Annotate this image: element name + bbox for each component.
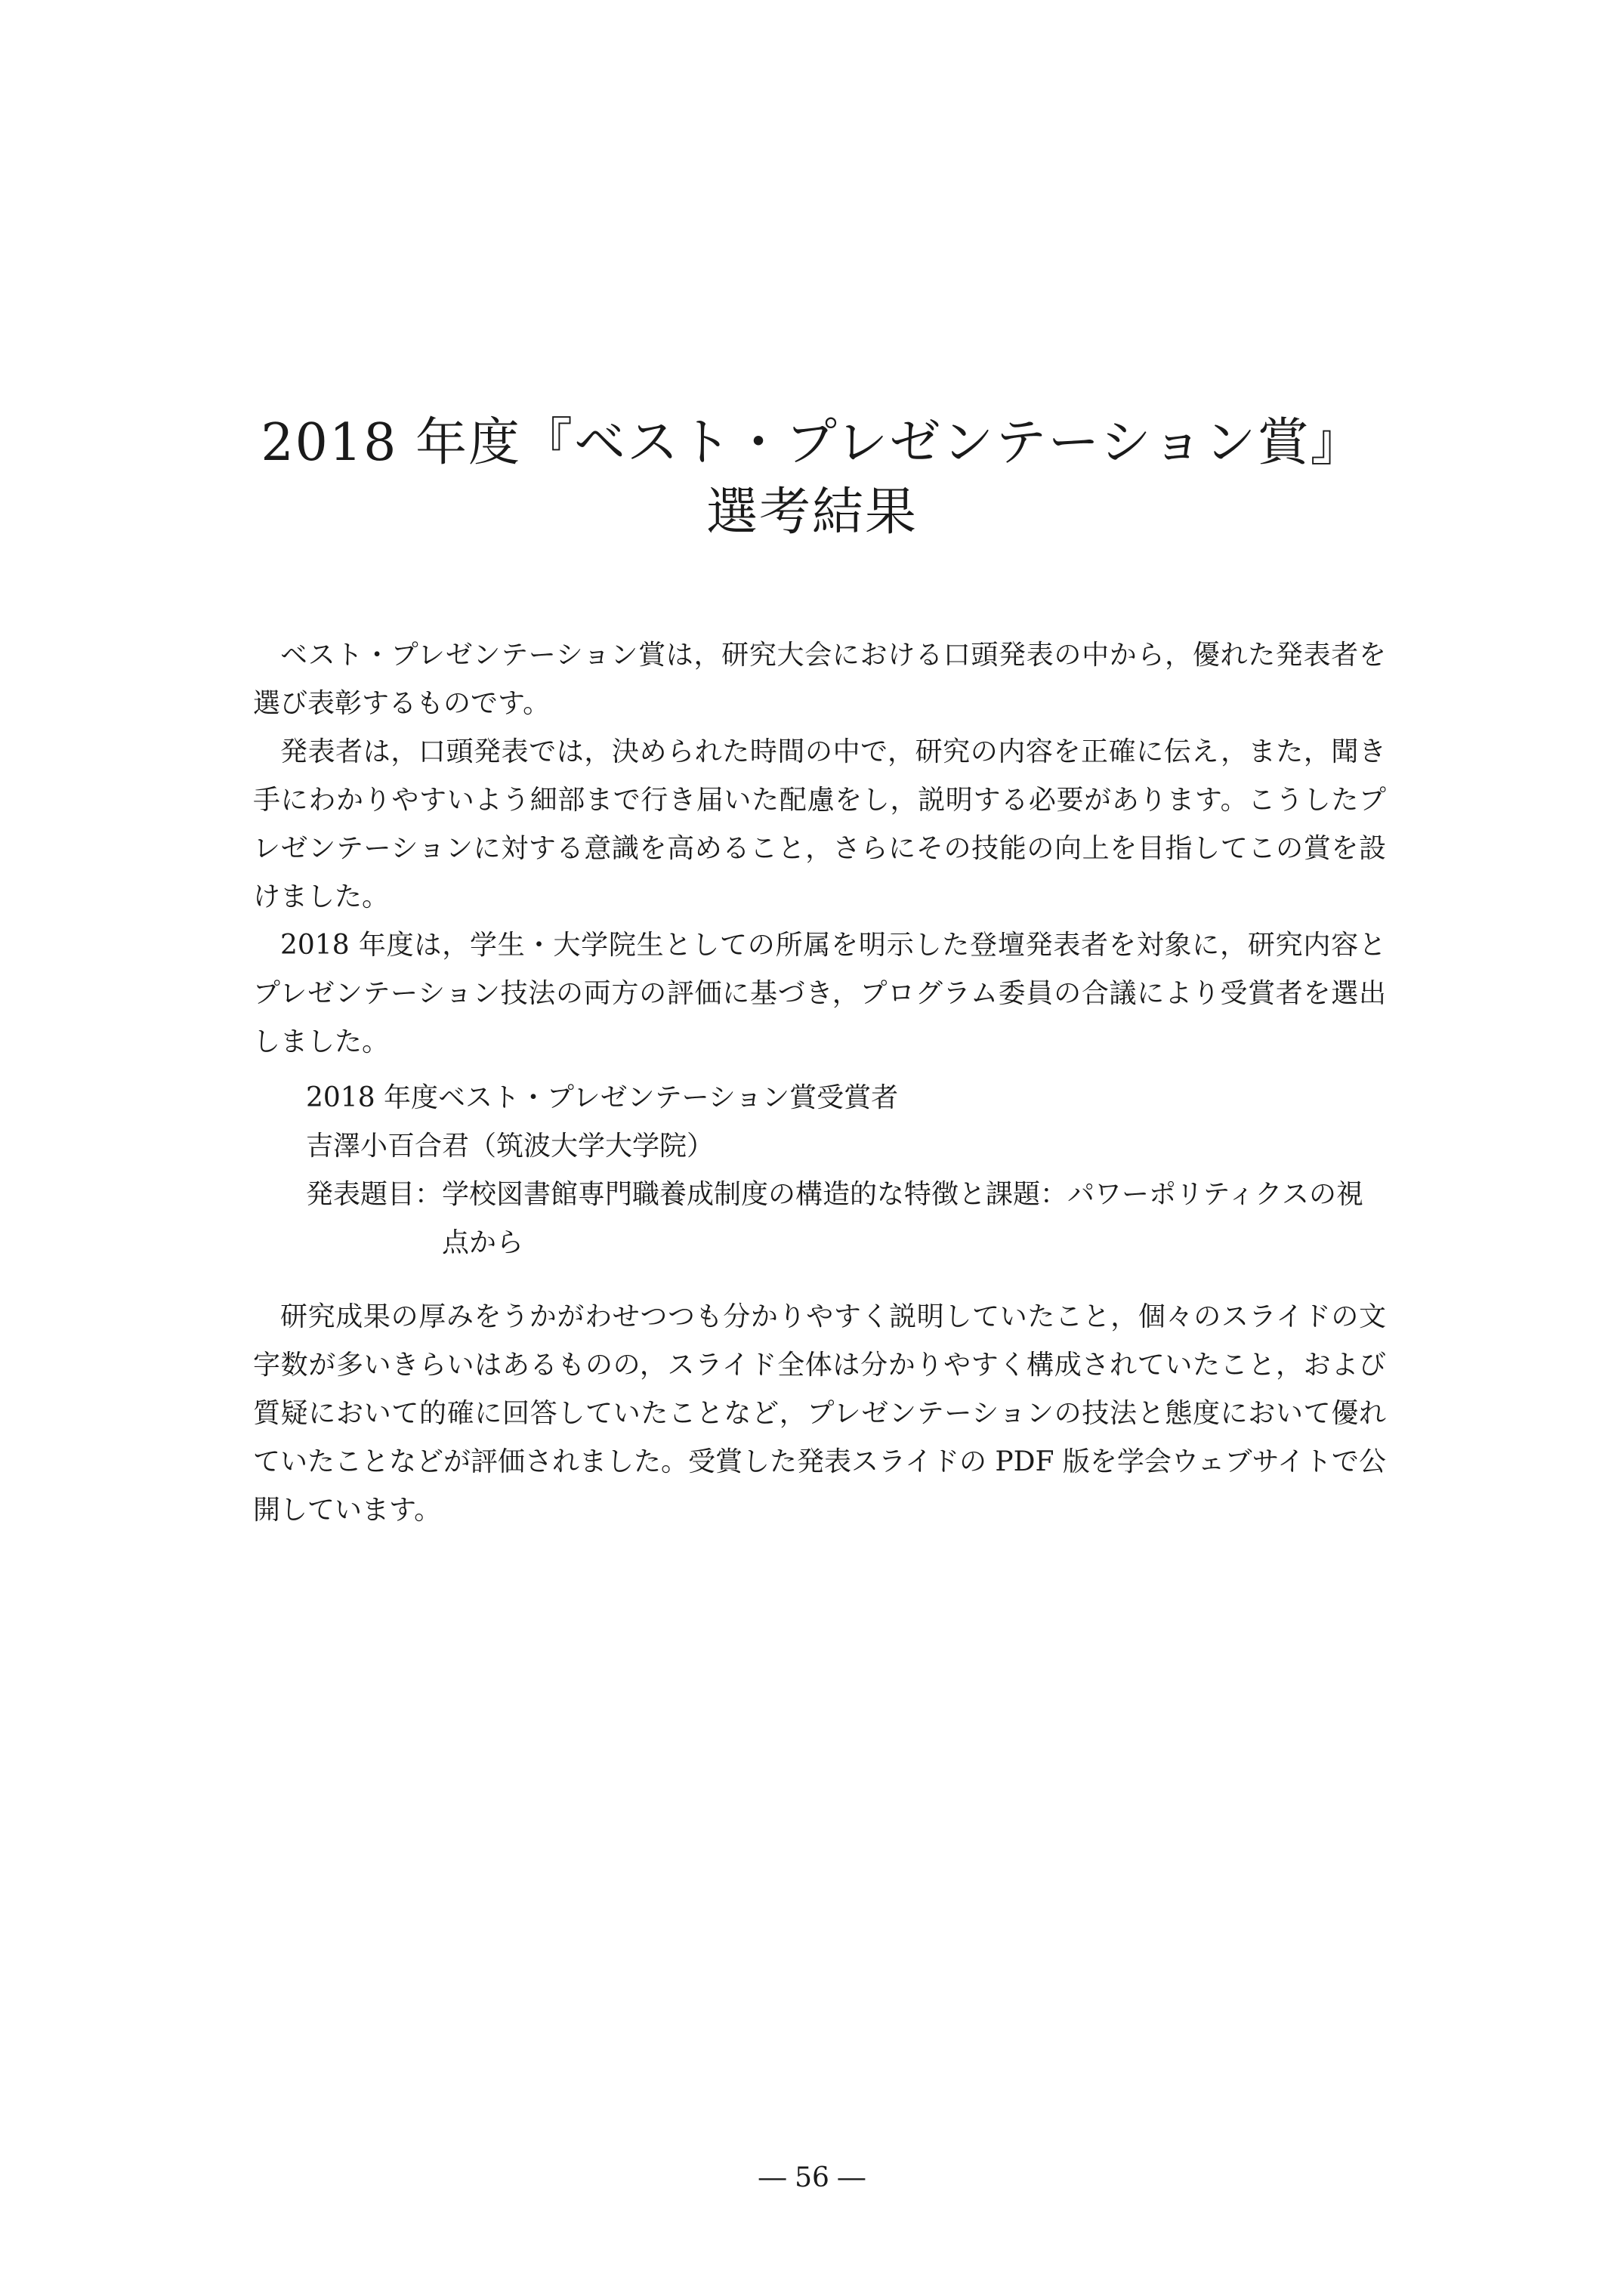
page-title-line-1: 2018 年度『ベスト・プレゼンテーション賞』 <box>261 413 1363 473</box>
intro-paragraph-2: 発表者は，口頭発表では，決められた時間の中で，研究の内容を正確に伝え，また，聞き手にわかりやすいよう細部まで行き届いた配慮をし，説明する必要があります。こうしたプレゼンテーションに対する意識を高めること，さらにその技能の向上を目指してこの賞を設けました。 <box>253 736 1386 912</box>
award-section <box>306 1074 1386 1267</box>
intro-paragraph-3: 2018 年度は，学生・大学院生としての所属を明示した登壇発表者を対象に，研究内容とプレゼンテーション技法の両方の評価に基づき，プログラム委員の合議により受賞者を選出しました。 <box>253 930 1386 1057</box>
page-title-line-2: 選考結果 <box>705 483 918 542</box>
award-heading: 2018 年度ベスト・プレゼンテーション賞受賞者 <box>306 1082 899 1113</box>
award-recipient: 吉澤小百合君（筑波大学大学院） <box>306 1131 715 1162</box>
page-number: ― 56 ― <box>758 2162 866 2193</box>
intro-paragraph-1: ベスト・プレゼンテーション賞は，研究大会における口頭発表の中から，優れた発表者を選び表彰するものです。 <box>253 640 1386 719</box>
intro-section <box>253 631 1386 1066</box>
award-topic-label: 発表題目： <box>306 1179 443 1210</box>
evaluation-paragraph: 研究成果の厚みをうかがわせつつも分かりやすく説明していたこと，個々のスライドの文字数が多いきらいはあるものの，スライド全体は分かりやすく構成されていたこと，および質疑において的確に回答していたことなど，プレゼンテーションの技法と態度において優れていたことなどが評価されました。受賞した発表スライドの PDF 版を学会ウェブサイトで公開しています。 <box>253 1301 1386 1526</box>
evaluation-section <box>253 1293 1386 1535</box>
award-topic-text: 学校図書館専門職養成制度の構造的な特徴と課題：パワーポリティクスの視点から <box>442 1179 1364 1258</box>
award-topic <box>306 1171 1386 1267</box>
